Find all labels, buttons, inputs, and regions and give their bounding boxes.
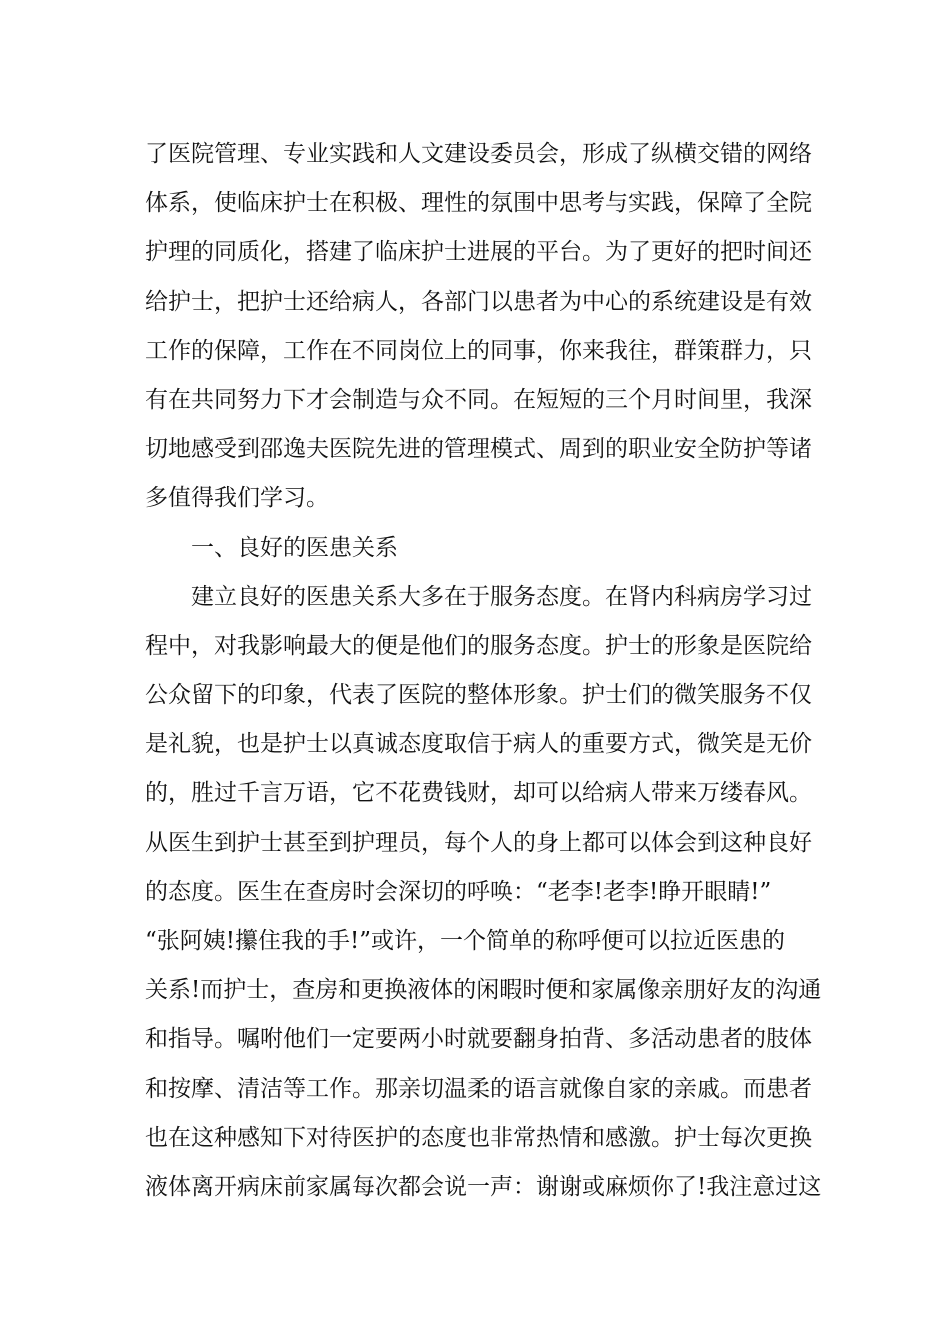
text-line: 关系!而护士，查房和更换液体的闲暇时便和家属像亲朋好友的沟通	[145, 977, 822, 1004]
text-line: 程中，对我影响最大的便是他们的服务态度。护士的形象是医院给	[145, 632, 812, 659]
text-line: 公众留下的印象，代表了医院的整体形象。护士们的微笑服务不仅	[145, 682, 812, 709]
text-line: 是礼貌，也是护士以真诚态度取信于病人的重要方式，微笑是无价	[145, 731, 812, 758]
paragraph-first-line: 建立良好的医患关系大多在于服务态度。在肾内科病房学习过	[191, 583, 812, 610]
text-line: “张阿姨!攥住我的手!”或许，一个简单的称呼便可以拉近医患的	[145, 928, 786, 954]
text-line: 多值得我们学习。	[145, 485, 329, 512]
text-line: 和指导。嘱咐他们一定要两小时就要翻身拍背、多活动患者的肢体	[145, 1026, 812, 1053]
text-line: 体系，使临床护士在积极、理性的氛围中思考与实践，保障了全院	[145, 190, 812, 217]
text-line: 从医生到护士甚至到护理员，每个人的身上都可以体会到这种良好	[145, 829, 812, 856]
text-line: 工作的保障，工作在不同岗位上的同事，你来我往，群策群力，只	[145, 337, 812, 364]
section-heading: 一、良好的医患关系	[191, 534, 398, 561]
text-line: 和按摩、清洁等工作。那亲切温柔的语言就像自家的亲戚。而患者	[145, 1075, 812, 1102]
text-line: 了医院管理、专业实践和人文建设委员会，形成了纵横交错的网络	[145, 141, 812, 167]
text-line: 切地感受到邵逸夫医院先进的管理模式、周到的职业安全防护等诸	[145, 436, 812, 463]
text-line: 也在这种感知下对待医护的态度也非常热情和感激。护士每次更换	[145, 1124, 812, 1151]
text-line: 护理的同质化，搭建了临床护士进展的平台。为了更好的把时间还	[145, 239, 812, 266]
body-text	[145, 130, 822, 1212]
text-line: 有在共同努力下才会制造与众不同。在短短的三个月时间里，我深	[145, 386, 812, 413]
text-line: 的，胜过千言万语，它不花费钱财，却可以给病人带来万缕春风。	[145, 780, 812, 807]
text-line: 的态度。医生在查房时会深切的呼唤：“老李!老李!睁开眼睛!”	[145, 878, 772, 905]
text-line: 给护士，把护士还给病人，各部门以患者为中心的系统建设是有效	[145, 288, 812, 315]
text-line: 液体离开病床前家属每次都会说一声：谢谢或麻烦你了!我注意过这	[145, 1173, 822, 1200]
